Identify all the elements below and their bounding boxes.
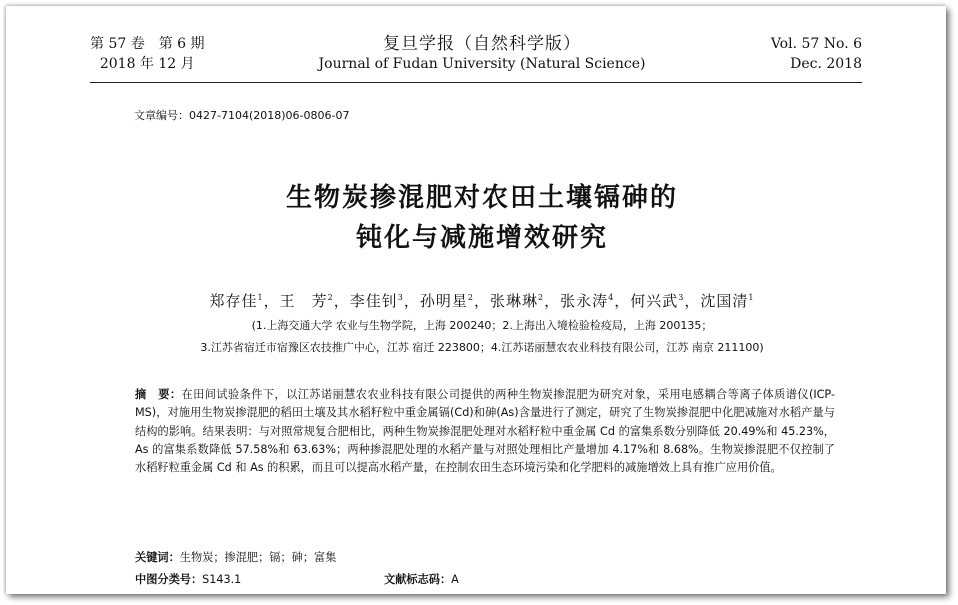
abstract-label: 摘 要： [135,388,182,401]
classification-label: 中图分类号： [135,573,203,586]
author: 郑存佳$^1$ [209,292,264,310]
author-list: 郑存佳$^1$，王 芳$^2$，李佳钊$^3$，孙明星$^2$，张琳琳$^2$，张永涛$^4$，何兴武$^3$，沈国清$^1$ [209,292,755,310]
paper-title [6,178,958,258]
title-line-2: 钝化与减施增效研究 [355,223,608,253]
author: 孙明星$^2$ [419,292,474,310]
classification-value: S143.1 [202,573,242,586]
header-rule [90,82,862,83]
paper-page [6,6,946,594]
author: 何兴武$^3$ [630,292,685,310]
keywords-label: 关键词： [135,551,180,564]
author: 李佳钊$^3$ [349,292,404,310]
title-line-1: 生物炭掺混肥对农田土壤镉砷的 [285,183,678,213]
classification-number [135,571,241,587]
affiliation-line-2: 3.江苏省宿迁市宿豫区农技推广中心，江苏 宿迁 223800；4.江苏诺丽慧农农业科技有限公司，江苏 南京 211100) [200,341,764,354]
abstract-text: 在田间试验条件下，以江苏诺丽慧农农业科技有限公司提供的两种生物炭掺混肥为研究对象，采用电感耦合等离子体质谱仪(ICP-MS)，对施用生物炭掺混肥的稻田土壤及其水稻籽粒中重金属镉(Cd)和砷(As)含量进行了测定，研究了生物炭掺混肥中化肥减施对水稻产量与结构的影响。结果表明：与对照常规复合肥相比，两种生物炭掺混肥处理对水稻籽粒中重金属 Cd 的富集系数分别降低 20.49%和 45.23%，As 的富集系数降低 57.58%和 63.63%；两种掺混肥处理的水稻产量与对照处理相比产量增加 4.17%和 8.68%。生物炭掺混肥不仅控制了水稻籽粒重金属 Cd 和 As 的积累，而且可以提高水稻产量，在控制农田生态环境污染和化学肥料的减施增效上具有推广应用价值。 [135,388,835,475]
keywords [135,549,336,565]
journal-name-en: Journal of Fudan University (Natural Science) [318,56,646,72]
author: 沈国清$^1$ [700,292,755,310]
journal-name-cn: 复旦学报（自然科学版） [383,34,581,54]
header-volume-en-block [771,34,862,74]
abstract [135,386,835,477]
volume-issue: 第 57 卷 第 6 期 [90,36,205,52]
document-code-label: 文献标志码： [384,573,452,586]
document-code-value: A [451,573,459,586]
keywords-text: 生物炭；掺混肥；镉；砷；富集 [179,551,337,564]
date-cn: 2018 年 12 月 [99,56,195,72]
volume-en: Vol. 57 No. 6 [770,36,862,52]
date-en: Dec. 2018 [790,56,862,72]
affiliation-line-1: (1.上海交通大学 农业与生物学院，上海 200240；2.上海出入境检验检疫局，上海 200135； [251,319,713,332]
article-number: 文章编号：0427-7104(2018)06-0806-07 [134,109,350,122]
author: 张永涛$^4$ [560,292,615,310]
author: 张琳琳$^2$ [490,292,545,310]
author: 王 芳$^2$ [279,292,334,310]
document-code [384,571,459,587]
